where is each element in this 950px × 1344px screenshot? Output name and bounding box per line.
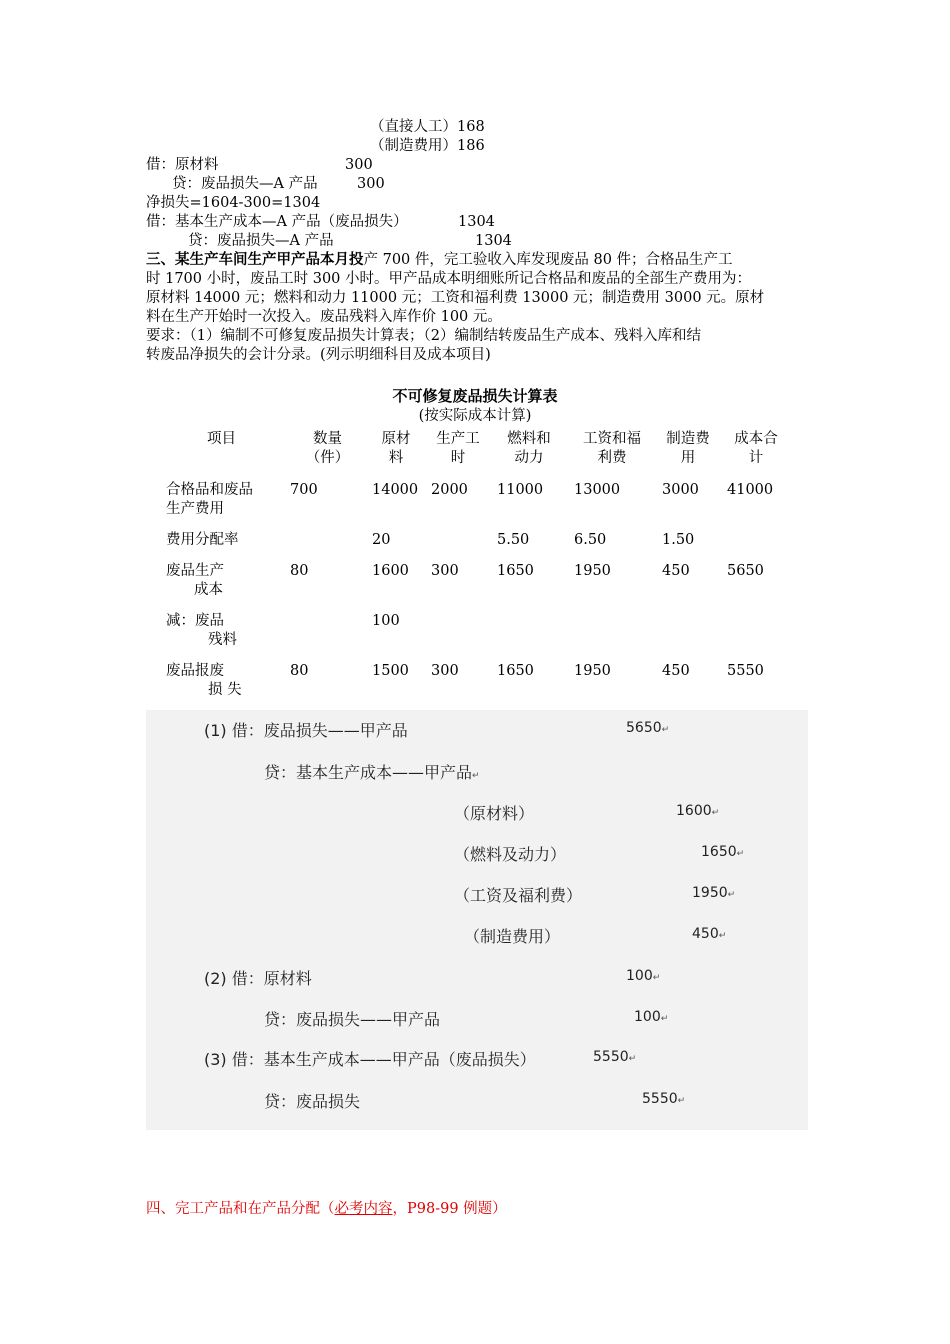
question-heading: 三、某生产车间生产甲产品本月投 (146, 252, 364, 268)
question-line: 原材料 14000 元；燃料和动力 11000 元；工资和福利费 13000 元；制造费用 3000 元。原材 (146, 290, 765, 306)
text-line: 贷：废品损失—A 产品 (172, 176, 318, 192)
row-label: 合格品和废品 生产费用 (166, 482, 253, 517)
question-text: 产 700 件，完工验收入库发现废品 80 件；合格品生产工 (363, 252, 733, 268)
table-cell: 5550 (727, 663, 764, 679)
table-cell: 5650 (727, 563, 764, 579)
text-line: （制造费用）186 (370, 138, 485, 154)
table-cell: 1650 (497, 563, 534, 579)
table-cell: 1950 (574, 663, 611, 679)
entry-amount: 450↵ (692, 926, 727, 942)
entry-line: 贷：基本生产成本——甲产品↵ (264, 763, 480, 782)
table-cell: 2000 (431, 482, 468, 498)
row-label: 废品报废 损 失 (166, 663, 242, 698)
table-header: 生产工 时 (436, 431, 480, 466)
table-cell: 5.50 (497, 532, 530, 548)
row-label: 费用分配率 (166, 532, 239, 548)
entry-amount: 5550↵ (593, 1049, 637, 1065)
table-cell: 6.50 (574, 532, 607, 548)
table-subtitle: (按实际成本计算) (418, 408, 532, 424)
entry-amount: 5650↵ (626, 720, 670, 736)
question-line: 转废品净损失的会计分录。(列示明细科目及成本项目) (146, 347, 491, 363)
text-line: 借：基本生产成本—A 产品（废品损失） (146, 214, 408, 230)
entry-amount: 1600↵ (676, 803, 720, 819)
table-cell: 11000 (497, 482, 544, 498)
table-cell: 450 (662, 563, 690, 579)
text-line: 借：原材料 (146, 157, 219, 173)
table-cell: 450 (662, 663, 690, 679)
entry-amount: 100↵ (626, 968, 661, 984)
table-cell: 20 (372, 532, 391, 548)
section-heading: 四、完工产品和在产品分配（必考内容，P98-99 例题） (146, 1201, 507, 1217)
entry-line: （工资及福利费） (454, 886, 583, 905)
table-header: 制造费 用 (666, 431, 710, 466)
question-line: 时 1700 小时，废品工时 300 小时。甲产品成本明细账所记合格品和废品的全部生产费用为： (146, 271, 752, 287)
table-header: 工资和福 利费 (583, 431, 641, 466)
row-label: 减：废品 残料 (166, 613, 237, 648)
text-line: （直接人工）168 (370, 119, 485, 135)
journal-entries-image (146, 710, 808, 1130)
question-line: 要求：（1）编制不可修复废品损失计算表；（2）编制结转废品生产成本、残料入库和结 (146, 328, 701, 344)
table-cell: 1500 (372, 663, 409, 679)
entry-line: (2) 借：原材料 (204, 969, 312, 988)
entry-line: （原材料） (454, 804, 535, 823)
table-cell: 100 (372, 613, 400, 629)
entry-amount: 100↵ (634, 1009, 669, 1025)
must-test-link[interactable]: 必考内容 (334, 1201, 393, 1217)
entry-line: (1) 借：废品损失——甲产品 (204, 721, 408, 740)
amount: 300 (345, 157, 373, 173)
table-cell: 80 (290, 663, 309, 679)
table-header: 原材 料 (381, 431, 411, 466)
question-line (146, 251, 733, 270)
table-cell: 3000 (662, 482, 699, 498)
table-header: 项目 (207, 431, 236, 447)
table-cell: 700 (290, 482, 318, 498)
entry-amount: 5550↵ (642, 1091, 686, 1107)
table-cell: 300 (431, 563, 459, 579)
amount: 1304 (475, 233, 512, 249)
table-header: 燃料和 动力 (507, 431, 551, 466)
text-line: 贷：废品损失—A 产品 (188, 233, 334, 249)
table-title: 不可修复废品损失计算表 (392, 387, 558, 405)
entry-line: 贷：废品损失 (264, 1092, 361, 1111)
table-cell: 1950 (574, 563, 611, 579)
table-header: 成本合 计 (734, 431, 778, 466)
entry-amount: 1650↵ (701, 844, 745, 860)
amount: 1304 (458, 214, 495, 230)
row-label: 废品生产 成本 (166, 563, 224, 598)
table-header: 数量 （件） (305, 431, 350, 466)
entry-line: （制造费用） (464, 927, 561, 946)
amount: 300 (357, 176, 385, 192)
table-cell: 14000 (372, 482, 419, 498)
table-cell: 1650 (497, 663, 534, 679)
table-cell: 1600 (372, 563, 409, 579)
entry-line: (3) 借：基本生产成本——甲产品（废品损失） (204, 1050, 536, 1069)
table-cell: 41000 (727, 482, 774, 498)
table-cell: 300 (431, 663, 459, 679)
table-cell: 1.50 (662, 532, 695, 548)
text-line: 净损失=1604-300=1304 (146, 195, 321, 211)
entry-amount: 1950↵ (692, 885, 736, 901)
entry-line: （燃料及动力） (454, 845, 567, 864)
entry-line: 贷：废品损失——甲产品 (264, 1010, 441, 1029)
table-cell: 13000 (574, 482, 621, 498)
table-cell: 80 (290, 563, 309, 579)
question-line: 料在生产开始时一次投入。废品残料入库作价 100 元。 (146, 309, 502, 325)
